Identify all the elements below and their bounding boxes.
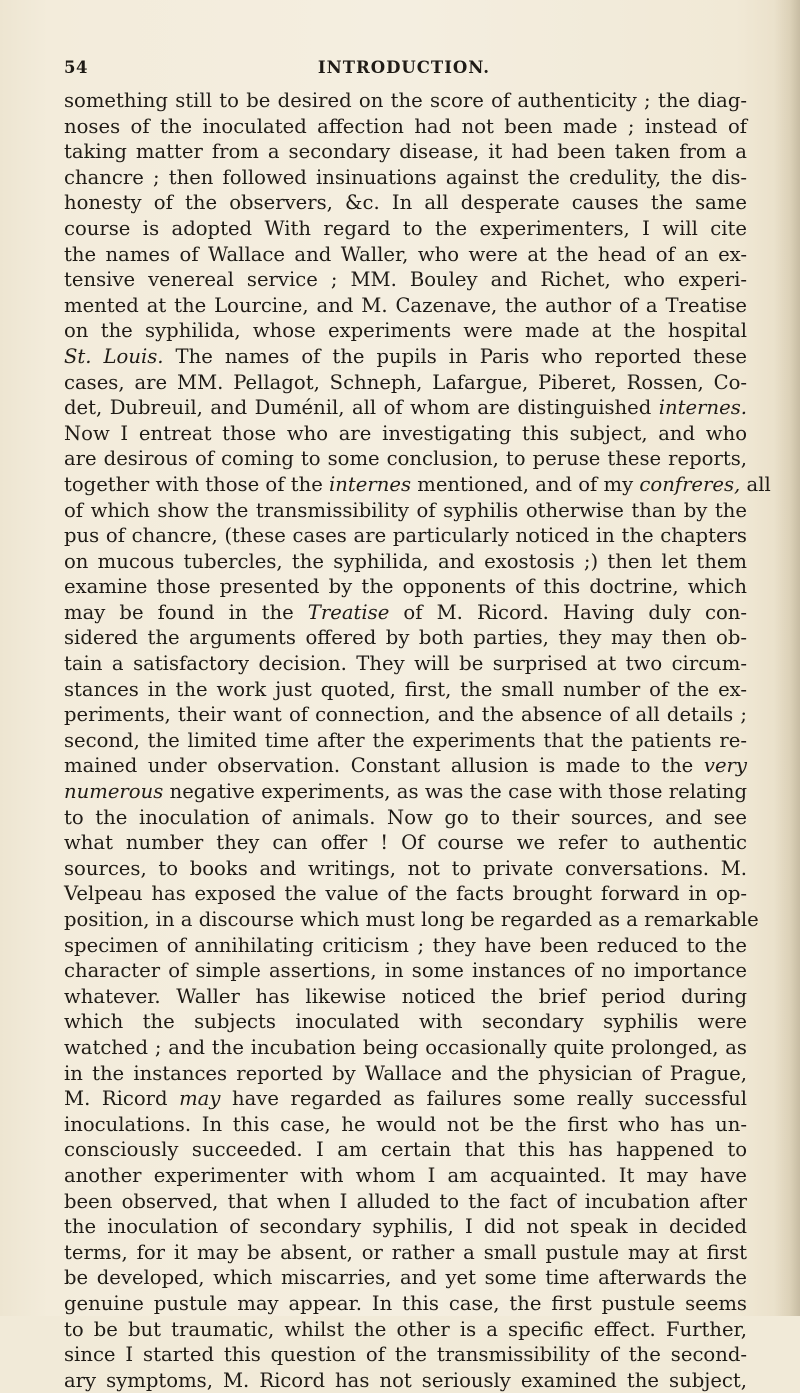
- text-line: Velpeau has exposed the value of the facts brought forward in op-: [64, 882, 747, 906]
- text-line: on mucous tubercles, the syphilida, and exostosis ;) then let them: [64, 549, 747, 573]
- text-line: together with those of the internes mentioned, and of my confreres, all: [64, 472, 771, 496]
- text-line: St. Louis. The names of the pupils in Paris who reported these: [64, 344, 747, 368]
- text-line: in the instances reported by Wallace and the physician of Prague,: [64, 1061, 747, 1085]
- text-line: are desirous of coming to some conclusion, to peruse these reports,: [64, 447, 747, 471]
- text-line: periments, their want of connection, and the absence of all details ;: [64, 703, 747, 727]
- text-line: ary symptoms, M. Ricord has not seriously examined the subject,: [64, 1368, 747, 1392]
- text-line: to be but traumatic, whilst the other is a specific effect. Further,: [64, 1317, 747, 1341]
- text-line: sidered the arguments offered by both parties, they may then ob-: [64, 626, 747, 650]
- text-line: something still to be desired on the score of authenticity ; the diag-: [64, 89, 747, 112]
- text-line: numerous negative experiments, as was the case with those relating: [64, 780, 747, 804]
- text-line: Now I entreat those who are investigating this subject, and who: [64, 421, 747, 445]
- body-text: [64, 88, 771, 1393]
- text-line: genuine pustule may appear. In this case, the first pustule seems: [64, 1291, 747, 1315]
- text-line: the inoculation of secondary syphilis, I did not speak in decided: [64, 1215, 747, 1239]
- text-line: noses of the inoculated affection had not been made ; instead of: [64, 114, 747, 138]
- text-line: consciously succeeded. I am certain that this has happened to: [64, 1138, 747, 1162]
- text-line: course is adopted With regard to the experimenters, I will cite: [64, 216, 747, 240]
- text-line: chancre ; then followed insinuations against the credulity, the dis-: [64, 165, 747, 189]
- text-line: whatever. Waller has likewise noticed the brief period during: [64, 984, 747, 1008]
- text-line: honesty of the observers, &c. In all desperate causes the same: [64, 191, 747, 215]
- text-line: been observed, that when I alluded to the fact of incubation after: [64, 1189, 747, 1213]
- text-line: what number they can offer ! Of course we refer to authentic: [64, 831, 747, 855]
- text-line: since I started this question of the transmissibility of the second-: [64, 1343, 747, 1367]
- text-line: watched ; and the incubation being occasionally quite prolonged, as: [64, 1035, 747, 1059]
- page-edge-shadow: [774, 0, 800, 1316]
- text-line: specimen of annihilating criticism ; they have been reduced to the: [64, 933, 747, 957]
- page-number: 54: [64, 58, 88, 77]
- text-line: character of simple assertions, in some instances of no importance: [64, 959, 747, 983]
- text-line: to the inoculation of animals. Now go to their sources, and see: [64, 805, 747, 829]
- text-line: M. Ricord may have regarded as failures some really successful: [64, 1087, 747, 1111]
- text-line: taking matter from a secondary disease, it had been taken from a: [64, 140, 747, 164]
- text-line: the names of Wallace and Waller, who were at the head of an ex-: [64, 242, 747, 266]
- text-line: second, the limited time after the experiments that the patients re-: [64, 728, 747, 752]
- text-line: pus of chancre, (these cases are particularly noticed in the chapters: [64, 524, 747, 548]
- text-line: be developed, which miscarries, and yet some time afterwards the: [64, 1266, 747, 1290]
- text-line: may be found in the Treatise of M. Ricord. Having duly con-: [64, 600, 747, 624]
- text-line: det, Dubreuil, and Duménil, all of whom are distinguished internes.: [64, 396, 747, 420]
- text-line: of which show the transmissibility of syphilis otherwise than by the: [64, 498, 747, 522]
- text-line: tain a satisfactory decision. They will be surprised at two circum-: [64, 652, 747, 676]
- text-line: another experimenter with whom I am acquainted. It may have: [64, 1163, 747, 1187]
- text-line: which the subjects inoculated with secondary syphilis were: [64, 1010, 747, 1034]
- text-line: terms, for it may be absent, or rather a small pustule may at first: [64, 1240, 747, 1264]
- running-head: INTRODUCTION.: [317, 58, 491, 77]
- text-line: sources, to books and writings, not to private conversations. M.: [64, 856, 747, 880]
- text-line: examine those presented by the opponents of this doctrine, which: [64, 575, 747, 599]
- text-line: mented at the Lourcine, and M. Cazenave, the author of a Treatise: [64, 293, 747, 317]
- page-header: [64, 58, 744, 80]
- text-line: position, in a discourse which must long be regarded as a remarkable: [64, 908, 759, 931]
- text-line: tensive venereal service ; MM. Bouley and Richet, who experi-: [64, 268, 747, 292]
- text-line: cases, are MM. Pellagot, Schneph, Lafargue, Piberet, Rossen, Co-: [64, 370, 747, 394]
- text-line: inoculations. In this case, he would not be the first who has un-: [64, 1112, 747, 1136]
- text-line: stances in the work just quoted, first, the small number of the ex-: [64, 677, 747, 701]
- text-line: on the syphilida, whose experiments were made at the hospital: [64, 319, 747, 343]
- text-line: mained under observation. Constant allusion is made to the very: [64, 754, 747, 778]
